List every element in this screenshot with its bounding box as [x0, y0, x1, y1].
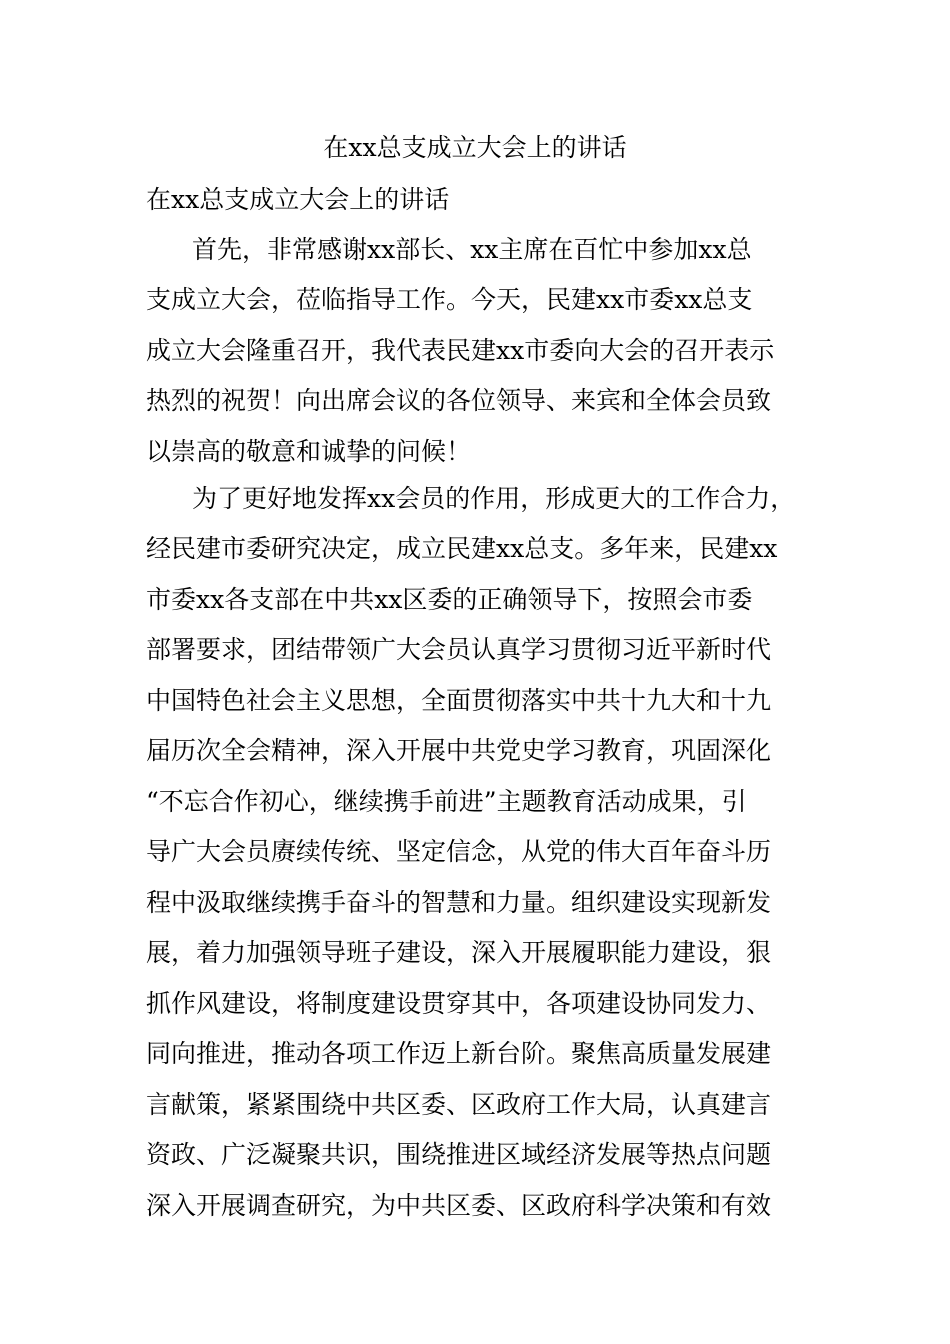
paragraph-2-line: 部署要求，团结带领广大会员认真学习贯彻习近平新时代: [146, 635, 772, 664]
paragraph-1-line: 成立大会隆重召开，我代表民建xx市委向大会的召开表示: [146, 336, 775, 365]
paragraph-2-line: 展，着力加强领导班子建设，深入开展履职能力建设，狠: [146, 938, 772, 967]
paragraph-1-line: 支成立大会，莅临指导工作。今天，民建xx市委xx总支: [146, 285, 753, 314]
document-subtitle: 在xx总支成立大会上的讲话: [146, 185, 450, 214]
paragraph-2-line: 资政、广泛凝聚共识，围绕推进区域经济发展等热点问题: [146, 1140, 772, 1169]
paragraph-2-line: 程中汲取继续携手奋斗的智慧和力量。组织建设实现新发: [146, 888, 772, 917]
paragraph-2-line: 同向推进，推动各项工作迈上新台阶。聚焦高质量发展建: [146, 1039, 772, 1068]
paragraph-2-line: 为了更好地发挥xx会员的作用，形成更大的工作合力，: [192, 484, 796, 513]
paragraph-2-line: 言献策，紧紧围绕中共区委、区政府工作大局，认真建言: [146, 1090, 772, 1119]
paragraph-2-line: “不忘合作初心，继续携手前进”主题教育活动成果，引: [146, 787, 747, 816]
paragraph-1-line: 以崇高的敬意和诚挚的问候！: [146, 437, 472, 466]
paragraph-2-line: 中国特色社会主义思想，全面贯彻落实中共十九大和十九: [146, 686, 772, 715]
paragraph-2-line: 抓作风建设，将制度建设贯穿其中，各项建设协同发力、: [146, 989, 772, 1018]
paragraph-2-line: 经民建市委研究决定，成立民建xx总支。多年来，民建xx: [146, 534, 778, 563]
paragraph-2-line: 深入开展调查研究，为中共区委、区政府科学决策和有效: [146, 1191, 772, 1220]
paragraph-2-line: 届历次全会精神，深入开展中共党史学习教育，巩固深化: [146, 736, 772, 765]
document-title: 在xx总支成立大会上的讲话: [323, 133, 627, 162]
paragraph-1-line: 热烈的祝贺！向出席会议的各位领导、来宾和全体会员致: [146, 386, 772, 415]
paragraph-2-line: 市委xx各支部在中共xx区委的正确领导下，按照会市委: [146, 585, 753, 614]
paragraph-2-line: 导广大会员赓续传统、坚定信念，从党的伟大百年奋斗历: [146, 837, 772, 866]
paragraph-1-line: 首先，非常感谢xx部长、xx主席在百忙中参加xx总: [192, 235, 752, 264]
